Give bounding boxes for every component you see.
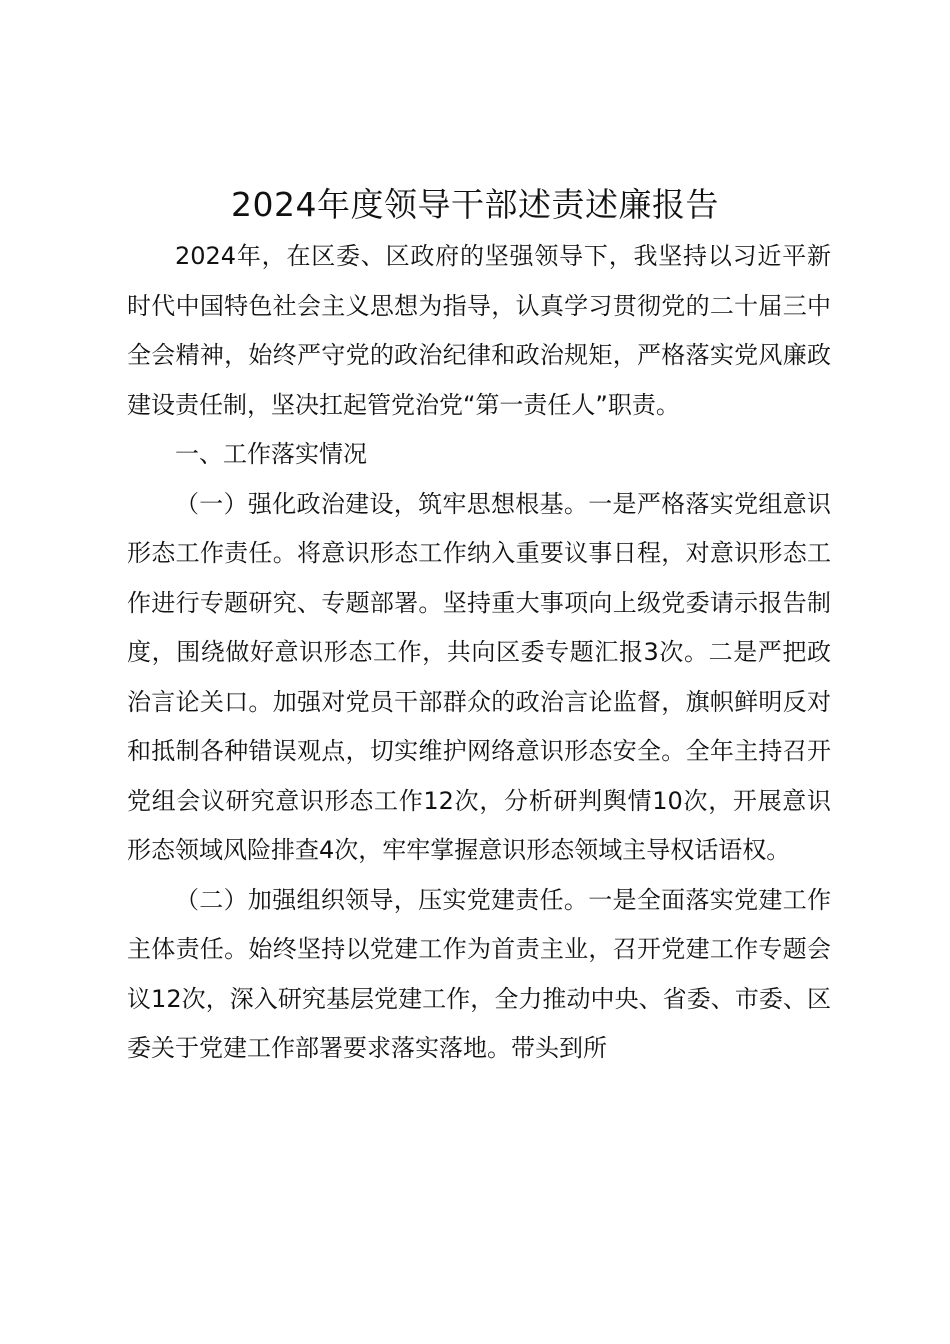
paragraph-intro: 2024年，在区委、区政府的坚强领导下，我坚持以习近平新时代中国特色社会主义思想为指导，认真学习贯彻党的二十届三中全会精神，始终严守党的政治纪律和政治规矩，严格落实党风廉政建设责任制，坚决扛起管党治党“第一责任人”职责。: [127, 242, 831, 419]
paragraph-organizational-leadership: （二）加强组织领导，压实党建责任。一是全面落实党建工作主体责任。始终坚持以党建工作为首责主业，召开党建工作专题会议12次，深入研究基层党建工作，全力推动中央、省委、市委、区委关于党建工作部署要求落实落地。带头到所: [127, 885, 831, 1062]
document-title: 2024年度领导干部述责述廉报告: [231, 185, 719, 224]
document-body: [127, 232, 831, 1074]
paragraph-political-building: （一）强化政治建设，筑牢思想根基。一是严格落实党组意识形态工作责任。将意识形态工作纳入重要议事日程，对意识形态工作进行专题研究、专题部署。坚持重大事项向上级党委请示报告制度，围绕做好意识形态工作，共向区委专题汇报3次。二是严把政治言论关口。加强对党员干部群众的政治言论监督，旗帜鲜明反对和抵制各种错误观点，切实维护网络意识形态安全。全年主持召开党组会议研究意识形态工作12次，分析研判舆情10次，开展意识形态领域风险排查4次，牢牢掌握意识形态领域主导权话语权。: [127, 489, 831, 864]
section-heading-1: 一、工作落实情况: [175, 440, 367, 468]
